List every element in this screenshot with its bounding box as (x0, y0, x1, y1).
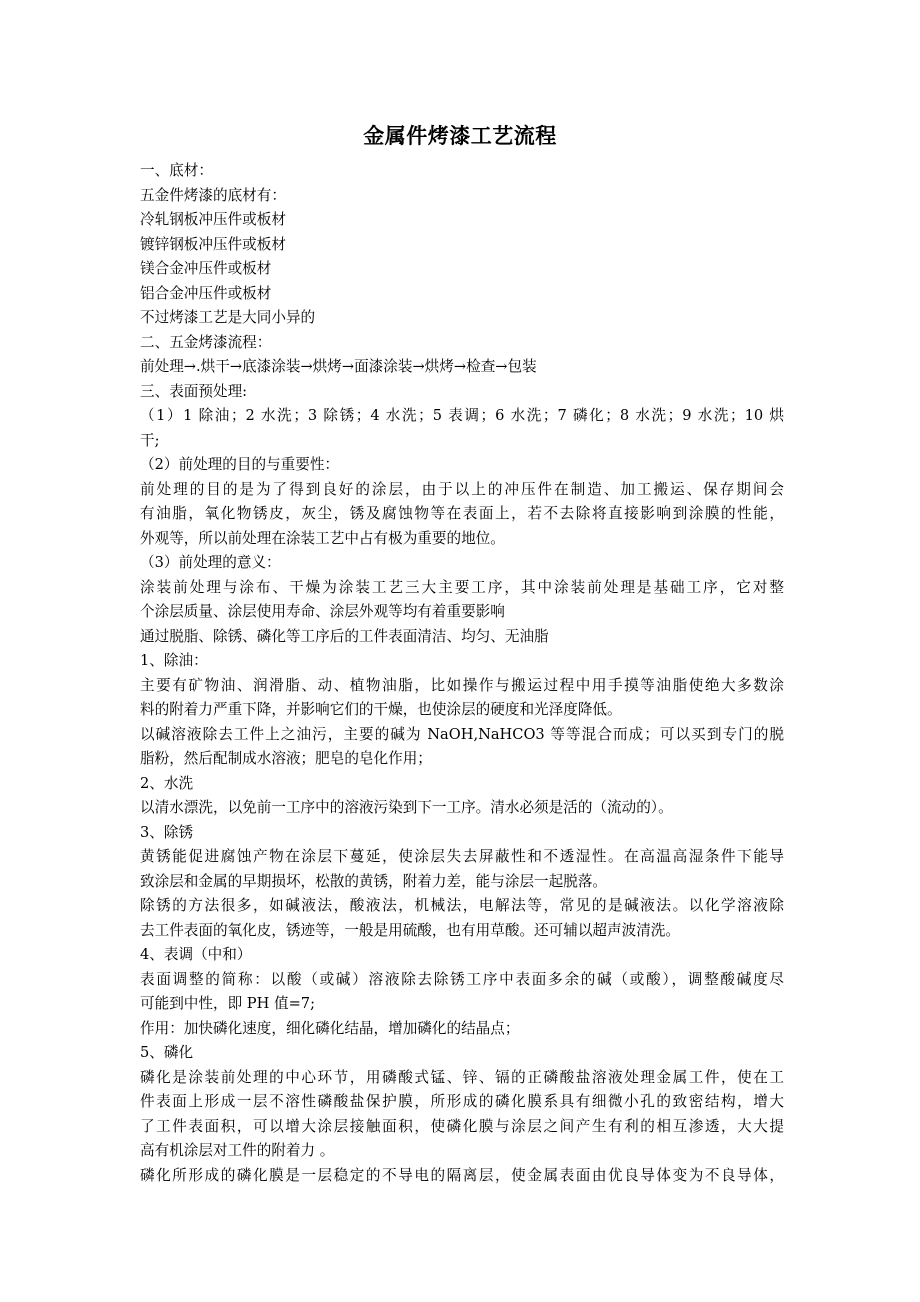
body-line: 不过烤漆工艺是大同小异的 (140, 309, 316, 326)
body-line: 4、表调（中和） (140, 946, 252, 963)
body-line: 高有机涂层对工件的附着力 。 (140, 1142, 335, 1159)
body-line: 除锈的方法很多，如碱液法，酸液法，机械法，电解法等，常见的是碱液法。以化学溶液除 (140, 897, 784, 914)
body-line: 5、磷化 (140, 1044, 194, 1061)
body-line: 以清水漂洗，以免前一工序中的溶液污染到下一工序。清水必须是活的（流动的）。 (140, 799, 673, 816)
body-line: 料的附着力严重下降，并影响它们的干燥，也使涂层的硬度和光泽度降低。 (140, 701, 622, 718)
body-line: 二、五金烤漆流程： (140, 333, 272, 351)
body-line: 表面调整的简称：以酸（或碱）溶液除去除锈工序中表面多余的碱（或酸），调整酸碱度尽 (140, 970, 784, 988)
body-line: 主要有矿物油、润滑脂、动、植物油脂，比如操作与搬运过程中用手摸等油脂使绝大多数涂 (140, 676, 784, 694)
body-line: 以碱溶液除去工件上之油污，主要的碱为 NaOH,NaHCO3 等等混合而成；可以买到专门的脱 (140, 725, 784, 743)
body-line: 脂粉，然后配制成水溶液；肥皂的皂化作用； (140, 750, 432, 767)
body-line: 五金件烤漆的底材有： (140, 186, 286, 204)
body-line: （2）前处理的目的与重要性： (140, 456, 340, 473)
body-line: 镀锌钢板冲压件或板材 (140, 235, 286, 253)
body-line: 一、底材： (140, 162, 213, 179)
body-line: 可能到中性，即 PH 值=7; (140, 995, 316, 1012)
body-line: 2、水洗 (140, 774, 194, 792)
body-line: 冷轧钢板冲压件或板材 (140, 211, 286, 228)
body-line: （3）前处理的意义： (140, 554, 281, 571)
body-line: 铝合金冲压件或板材 (140, 284, 272, 302)
body-line: 外观等，所以前处理在涂装工艺中占有极为重要的地位。 (140, 529, 505, 547)
body-line: 3、除锈 (140, 823, 194, 841)
document-title: 金属件烤漆工艺流程 (363, 124, 557, 148)
body-line: 1、除油： (140, 652, 208, 669)
body-line: 件表面上形成一层不溶性磷酸盐保护膜，所形成的磷化膜系具有细微小孔的致密结构，增大 (140, 1093, 784, 1110)
body-line: 去工件表面的氧化皮，锈迹等，一般是用硫酸，也有用草酸。还可辅以超声波清洗。 (140, 921, 680, 939)
body-line: 磷化是涂装前处理的中心环节，用磷酸式锰、锌、镉的正磷酸盐溶液处理金属工件，使在工 (140, 1068, 784, 1086)
body-line: 通过脱脂、除锈、磷化等工序后的工件表面清洁、均匀、无油脂 (140, 627, 549, 645)
body-line: 作用：加快磷化速度，细化磷化结晶，增加磷化的结晶点； (140, 1019, 520, 1037)
body-line: 有油脂，氧化物锈皮，灰尘，锈及腐蚀物等在表面上，若不去除将直接影响到涂膜的性能， (140, 505, 784, 522)
body-line: 黄锈能促进腐蚀产物在涂层下蔓延，使涂层失去屏蔽性和不透湿性。在高温高湿条件下能导 (140, 848, 784, 865)
body-line: 致涂层和金属的早期损坏，松散的黄锈，附着力差，能与涂层一起脱落。 (140, 872, 608, 890)
body-line: 了工件表面积，可以增大涂层接触面积，使磷化膜与涂层之间产生有利的相互渗透，大大提 (140, 1117, 784, 1135)
body-line: 个涂层质量、涂层使用寿命、涂层外观等均有着重要影响 (140, 603, 505, 620)
body-line: （1）1 除油；2 水洗；3 除锈；4 水洗；5 表调；6 水洗；7 磷化；8 水洗；9 水洗；10 烘 (140, 407, 784, 424)
body-line: 三、表面预处理: (140, 382, 248, 400)
body-line: 涂装前处理与涂布、干燥为涂装工艺三大主要工序，其中涂装前处理是基础工序，它对整 (140, 578, 784, 596)
body-line: 前处理→.烘干→底漆涂装→烘烤→面漆涂装→烘烤→检查→包装 (140, 358, 537, 375)
body-line: 前处理的目的是为了得到良好的涂层，由于以上的冲压件在制造、加工搬运、保存期间会 (140, 480, 784, 498)
body-line: 磷化所形成的磷化膜是一层稳定的不导电的隔离层，使金属表面由优良导体变为不良导体， (140, 1166, 784, 1184)
body-line: 干; (140, 431, 160, 449)
body-line: 镁合金冲压件或板材 (140, 260, 272, 277)
document-body (140, 159, 784, 1188)
